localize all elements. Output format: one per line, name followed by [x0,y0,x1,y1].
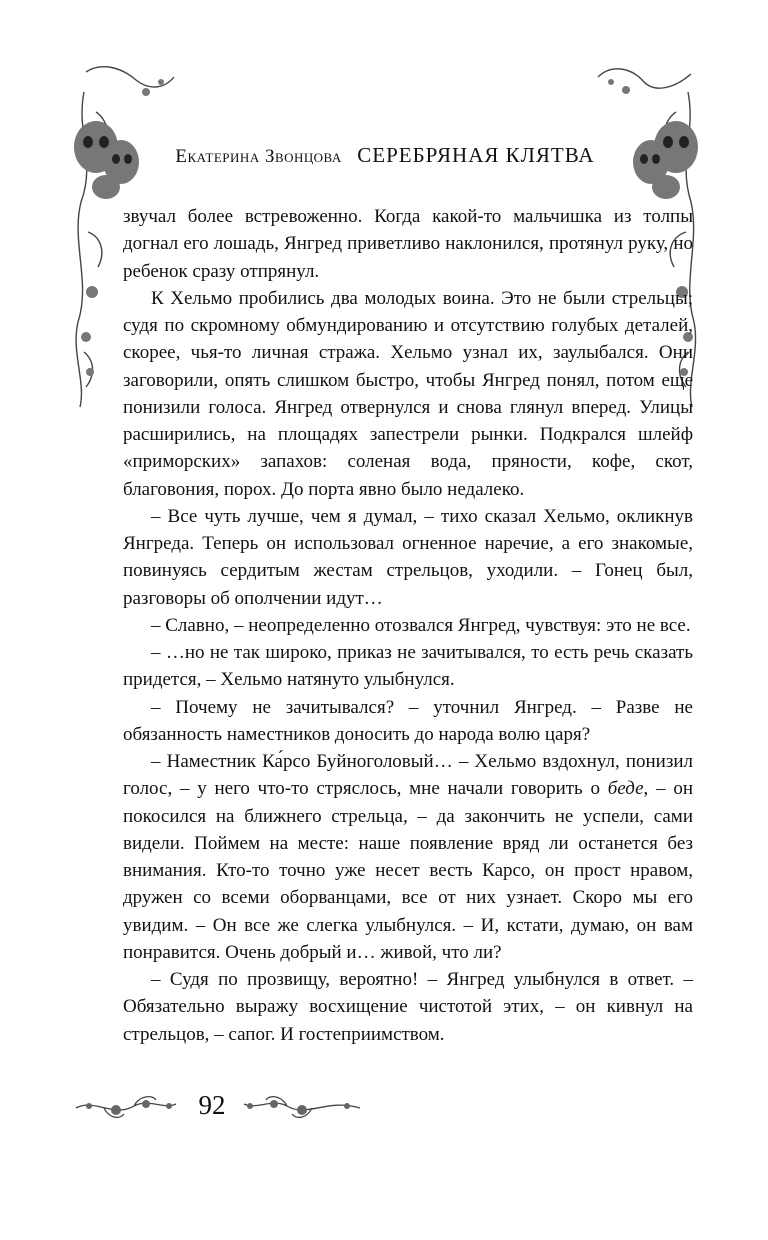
paragraph [123,748,693,966]
page-number: 92 [198,1090,226,1120]
paragraph: К Хельмо пробились два молодых воина. Это не были стрельцы; судя по скромному обмундированию и отсутствию голубых деталей, скорее, чья-то личная стража. Хельмо узнал их, заулыбался. Они заговорили, опять слишком быстро, чтобы Янгред понял, потом еще понизили голоса. Янгред отвернулся и снова глянул вперед. Улицы расширились, на площадях запестрели рынки. Подкрался шлейф «приморских» запахов: соленая вода, пряности, кофе, скот, благовония, порох. До порта явно было недалеко. [123,287,693,500]
paragraph: – …но не так широко, приказ не зачитывался, то есть речь сказать придется, – Хельмо натянуто улыбнулся. [123,642,693,691]
emphasized-word: беде [607,778,644,800]
paragraph: – Судя по прозвищу, вероятно! – Янгред улыбнулся в ответ. – Обязательно выражу восхищение чистотой этих, – он кивнул на стрельцов, – сапог. И гостеприимством. [123,969,693,1045]
running-header [120,143,650,168]
paragraph: – Почему не зачитывался? – уточнил Янгред. – Разве не обязанность наместников доносить до народа волю царя? [123,696,693,745]
header-author: Екатерина Звонцова [175,146,342,167]
footer-ornament-right [242,1088,362,1128]
paragraph: – Все чуть лучше, чем я думал, – тихо сказал Хельмо, окликнув Янгреда. Теперь он использовал огненное наречие, а его знакомые, повинуясь сердитым жестам стрельцов, уходили. – Гонец был, разговоры об ополчении идут… [123,505,693,609]
paragraph: – Славно, – неопределенно отозвался Янгред, чувствуя: это не все. [151,614,691,636]
header-book-title: СЕРЕБРЯНАЯ КЛЯТВА [357,143,595,167]
paragraph: звучал более встревоженно. Когда какой-то мальчишка из толпы догнал его лошадь, Янгред приветливо наклонился, протянул руку, но ребенок сразу отпрянул. [123,206,693,282]
paragraph-part: – Наместник Ка́рсо Буйноголовый… – Хельмо вздохнул, понизил голос, – у него что-то стряслось, мне начали говорить о [123,751,693,800]
paragraph-part: , – он покосился на ближнего стрельца, – да закончить не успели, сами видели. Поймем на месте: наше появление вряд ли останется без внимания. Кто-то точно уже несет весть Карсо, он прост нравом, дружен со всеми оборванцами, все от них узнает. Скоро мы его увидим. – Он все же слегка улыбнулся. – И, кстати, думаю, он вам понравится. Очень добрый и… живой, что ли? [123,778,693,963]
footer-ornament-left [74,1088,178,1128]
body-text [123,203,693,1048]
